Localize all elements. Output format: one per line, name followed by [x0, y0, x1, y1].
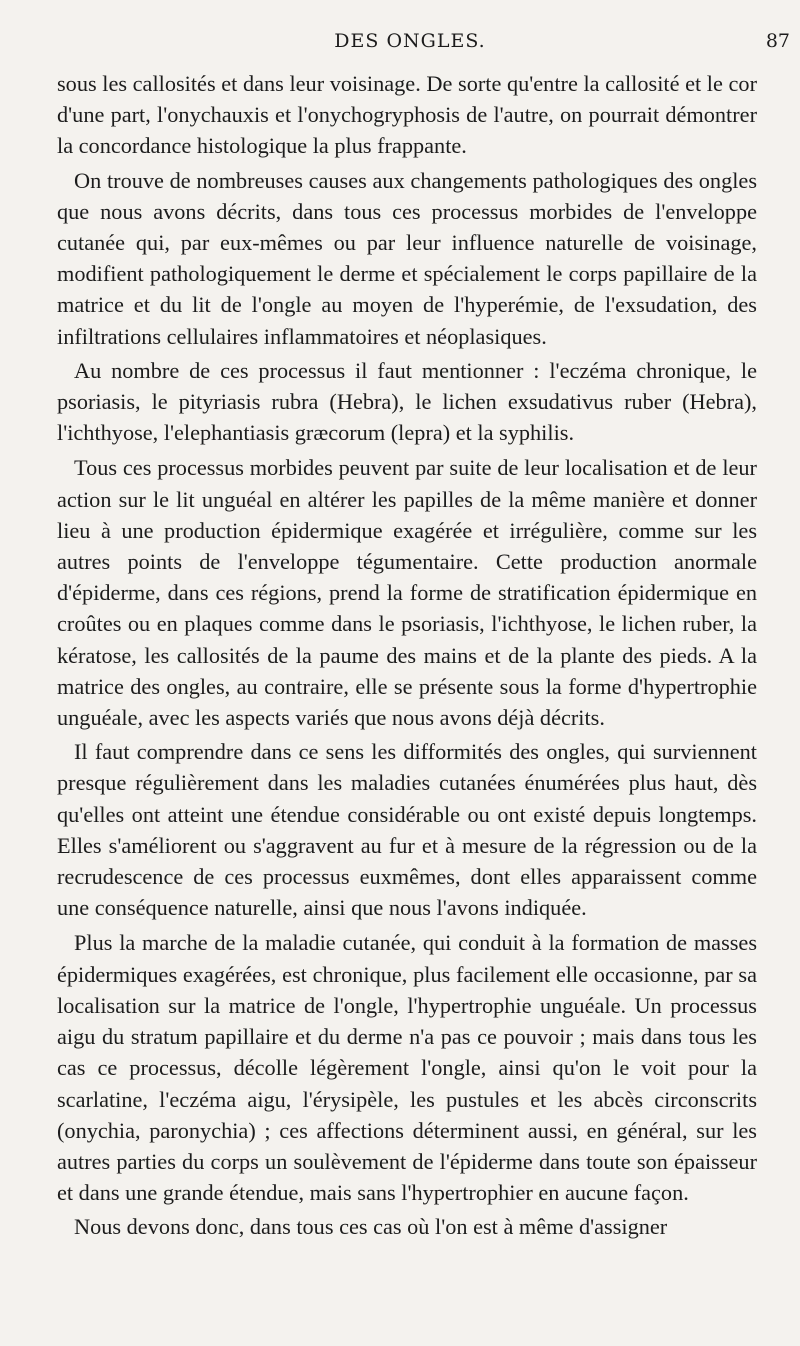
paragraph-5: Il faut comprendre dans ce sens les difformités des ongles, qui surviennent presque régulièrement dans les maladies cutanées énumérées plus haut, dès qu'elles ont atteint une étendue considérable ou ont existé depuis longtemps. Elles s'améliorent ou s'aggravent au fur et à mesure de la régression ou de la recrudescence de ces processus euxmêmes, dont elles apparaissent comme une conséquence naturelle, ainsi que nous l'avons indiquée.	[57, 739, 757, 921]
running-title: DES ONGLES.	[334, 30, 486, 52]
paragraph-2: On trouve de nombreuses causes aux changements pathologiques des ongles que nous avons décrits, dans tous ces processus morbides de l'enveloppe cutanée qui, par eux-mêmes ou par leur influence naturelle de voisinage, modifient pathologiquement le derme et spécialement le corps papillaire de la matrice et du lit de l'ongle au moyen de l'hyperémie, de l'exsudation, des infiltrations cellulaires inflammatoires et néoplasiques.	[57, 167, 757, 349]
paragraph-4: Tous ces processus morbides peuvent par suite de leur localisation et de leur action sur le lit unguéal en altérer les papilles de la même manière et donner lieu à une production épidermique exagérée et irrégulière, comme sur les autres points de l'enveloppe tégumentaire. Cette production anormale d'épiderme, dans ces régions, prend la forme de stratification épidermique en croûtes ou en plaques comme dans le psoriasis, l'ichthyose, le lichen ruber, la kératose, les callosités de la paume des mains et de la plante des pieds. A la matrice des ongles, au contraire, elle se présente sous la forme d'hypertrophie unguéale, avec les aspects variés que nous avons déjà décrits.	[57, 455, 757, 731]
page-header	[60, 30, 790, 60]
paragraph-7: Nous devons donc, dans tous ces cas où l'on est à même d'assigner	[74, 1214, 668, 1240]
paragraph-6: Plus la marche de la maladie cutanée, qui conduit à la formation de masses épidermiques exagérées, est chronique, plus facilement elle occasionne, par sa localisation sur la matrice de l'ongle, l'hypertrophie unguéale. Un processus aigu du stratum papillaire et du derme n'a pas ce pouvoir ; mais dans tous les cas ce processus, décolle légèrement l'ongle, ainsi qu'on le voit pour la scarlatine, l'eczéma aigu, l'érysipèle, les pustules et les abcès circonscrits (onychia, paronychia) ; ces affections déterminent aussi, en général, sur les autres parties du corps un soulèvement de l'épiderme dans toute son épaisseur et dans une grande étendue, mais sans l'hypertrophier en aucune façon.	[57, 930, 757, 1206]
page-body	[57, 68, 757, 1246]
paragraph-3: Au nombre de ces processus il faut mentionner : l'eczéma chronique, le psoriasis, le pityriasis rubra (Hebra), le lichen exsudativus ruber (Hebra), l'ichthyose, l'elephantiasis græcorum (lepra) et la syphilis.	[57, 357, 757, 446]
paragraph-1: sous les callosités et dans leur voisinage. De sorte qu'entre la callosité et le cor d'une part, l'onychauxis et l'onychogryphosis de l'autre, on pourrait démontrer la concordance histologique la plus frappante.	[57, 71, 757, 159]
page-number: 87	[765, 30, 790, 52]
